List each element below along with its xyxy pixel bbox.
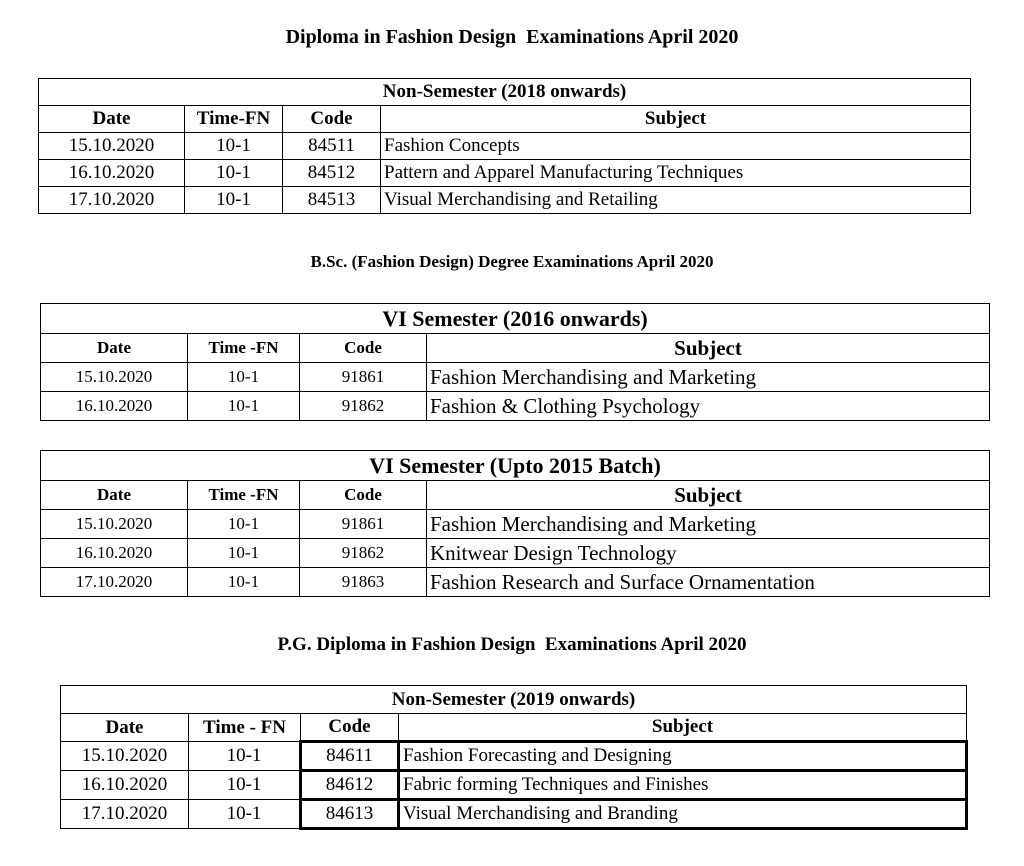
time-cell: 10-1	[188, 363, 300, 392]
code-cell: 91863	[300, 568, 427, 597]
subject-cell: Visual Merchandising and Branding	[399, 800, 967, 829]
time-cell: 10-1	[185, 160, 283, 187]
table-row	[39, 187, 971, 214]
column-header-code: Code	[300, 334, 427, 363]
code-cell: 91861	[300, 363, 427, 392]
time-cell: 10-1	[189, 771, 301, 800]
date-cell: 17.10.2020	[41, 568, 188, 597]
date-cell: 16.10.2020	[41, 539, 188, 568]
code-cell: 91862	[300, 539, 427, 568]
table-row	[41, 568, 990, 597]
time-cell: 10-1	[189, 742, 301, 771]
subject-cell: Pattern and Apparel Manufacturing Techniques	[381, 160, 971, 187]
column-header-subject: Subject	[427, 481, 990, 510]
code-cell: 84511	[283, 133, 381, 160]
column-header-code: Code	[283, 106, 381, 133]
diploma-timetable	[38, 78, 971, 214]
code-cell: 84512	[283, 160, 381, 187]
time-cell: 10-1	[188, 568, 300, 597]
pg-diploma-heading: P.G. Diploma in Fashion Design Examinations April 2020	[277, 634, 747, 655]
column-header-time: Time - FN	[189, 714, 301, 742]
table-caption: VI Semester (Upto 2015 Batch)	[41, 451, 990, 481]
date-cell: 15.10.2020	[61, 742, 189, 771]
subject-cell: Fashion Research and Surface Ornamentation	[427, 568, 990, 597]
column-header-date: Date	[61, 714, 189, 742]
column-header-date: Date	[41, 481, 188, 510]
time-cell: 10-1	[185, 133, 283, 160]
date-cell: 15.10.2020	[39, 133, 185, 160]
code-cell: 91861	[300, 510, 427, 539]
column-header-subject: Subject	[381, 106, 971, 133]
table-row	[39, 160, 971, 187]
date-cell: 15.10.2020	[41, 510, 188, 539]
column-header-time: Time-FN	[185, 106, 283, 133]
column-header-time: Time -FN	[188, 334, 300, 363]
subject-cell: Fashion Forecasting and Designing	[399, 742, 967, 771]
subject-cell: Fashion Merchandising and Marketing	[427, 510, 990, 539]
date-cell: 15.10.2020	[41, 363, 188, 392]
code-cell: 84513	[283, 187, 381, 214]
column-header-date: Date	[41, 334, 188, 363]
pg-diploma-timetable	[60, 685, 968, 830]
subject-cell: Fashion Merchandising and Marketing	[427, 363, 990, 392]
code-cell: 91862	[300, 392, 427, 421]
column-header-subject: Subject	[427, 334, 990, 363]
column-header-subject: Subject	[399, 714, 967, 742]
bsc-heading: B.Sc. (Fashion Design) Degree Examinations April 2020	[310, 252, 714, 271]
column-header-code: Code	[300, 481, 427, 510]
column-header-time: Time -FN	[188, 481, 300, 510]
subject-cell: Knitwear Design Technology	[427, 539, 990, 568]
diploma-heading: Diploma in Fashion Design Examinations April 2020	[285, 26, 739, 48]
code-cell: 84612	[301, 771, 399, 800]
table-row	[41, 363, 990, 392]
time-cell: 10-1	[189, 800, 301, 829]
date-cell: 16.10.2020	[61, 771, 189, 800]
table-row	[61, 771, 967, 800]
subject-cell: Fashion & Clothing Psychology	[427, 392, 990, 421]
bsc-2016-timetable	[40, 303, 990, 421]
table-row	[61, 800, 967, 829]
column-header-date: Date	[39, 106, 185, 133]
date-cell: 17.10.2020	[39, 187, 185, 214]
time-cell: 10-1	[185, 187, 283, 214]
time-cell: 10-1	[188, 392, 300, 421]
time-cell: 10-1	[188, 539, 300, 568]
subject-cell: Fashion Concepts	[381, 133, 971, 160]
date-cell: 16.10.2020	[41, 392, 188, 421]
subject-cell: Visual Merchandising and Retailing	[381, 187, 971, 214]
date-cell: 16.10.2020	[39, 160, 185, 187]
code-cell: 84611	[301, 742, 399, 771]
table-caption: Non-Semester (2018 onwards)	[39, 79, 971, 106]
column-header-code: Code	[301, 714, 399, 742]
time-cell: 10-1	[188, 510, 300, 539]
table-row	[41, 392, 990, 421]
date-cell: 17.10.2020	[61, 800, 189, 829]
subject-cell: Fabric forming Techniques and Finishes	[399, 771, 967, 800]
bsc-upto-2015-timetable	[40, 450, 990, 597]
table-caption: Non-Semester (2019 onwards)	[61, 686, 967, 714]
table-row	[39, 133, 971, 160]
table-row	[41, 539, 990, 568]
table-caption: VI Semester (2016 onwards)	[41, 304, 990, 334]
table-row	[41, 510, 990, 539]
table-row	[61, 742, 967, 771]
code-cell: 84613	[301, 800, 399, 829]
